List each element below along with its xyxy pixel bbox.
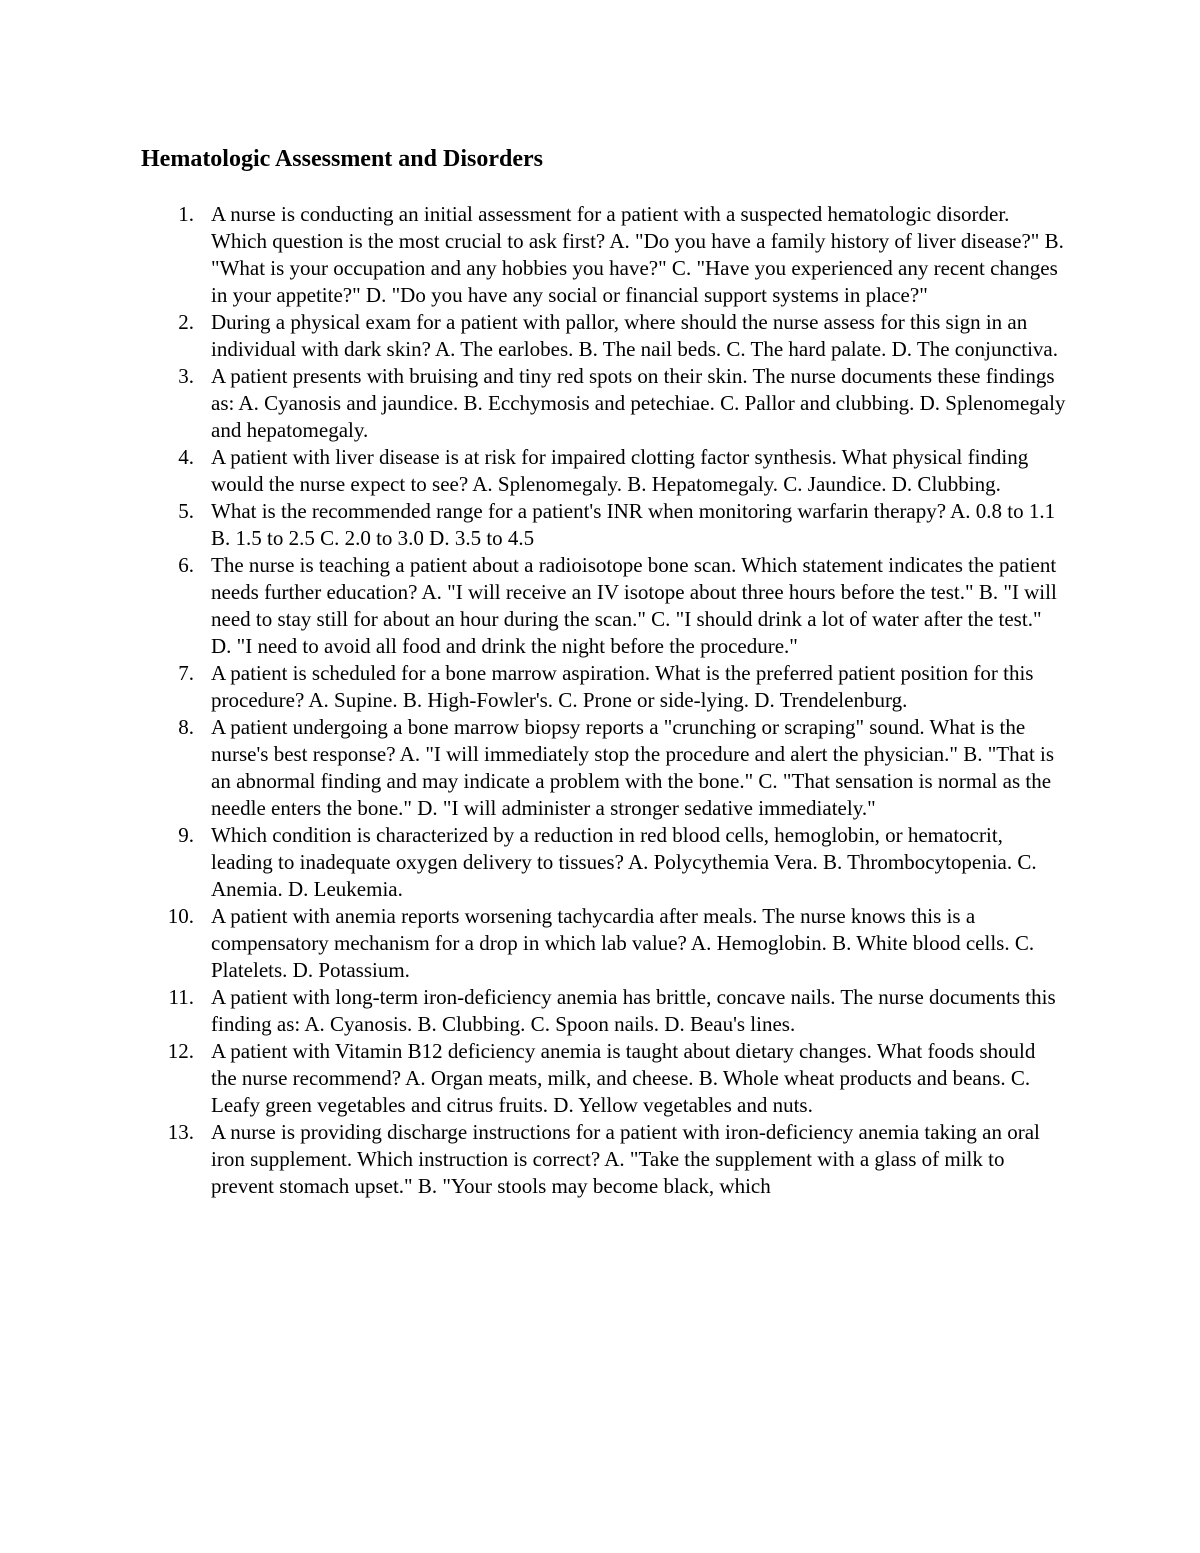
question-text: A patient presents with bruising and tiny red spots on their skin. The nurse documents these findings as: A. Cyanosis and jaundice. B. Ecchymosis and petechiae. C. Pallor and clubbing. D. Splenomegaly and hepatomegaly.	[211, 364, 1066, 442]
question-text: A patient with long-term iron-deficiency anemia has brittle, concave nails. The nurse documents this finding as: A. Cyanosis. B. Clubbing. C. Spoon nails. D. Beau's lines.	[211, 985, 1056, 1036]
question-number: 2.	[178, 310, 194, 334]
question-number: 5.	[178, 499, 194, 523]
document-title: Hematologic Assessment and Disorders	[141, 146, 543, 172]
question-number: 12.	[167, 1039, 194, 1063]
question-item	[0, 1119, 1200, 1200]
question-number: 3.	[178, 364, 194, 388]
question-text: A patient is scheduled for a bone marrow aspiration. What is the preferred patient position for this procedure? A. Supine. B. High-Fowler's. C. Prone or side-lying. D. Trendelenburg.	[211, 661, 1034, 712]
question-number: 1.	[178, 202, 194, 226]
question-item	[0, 822, 1200, 903]
question-item	[0, 984, 1200, 1038]
question-item	[0, 363, 1200, 444]
question-number: 13.	[167, 1120, 194, 1144]
question-text: A patient undergoing a bone marrow biopsy reports a "crunching or scraping" sound. What is the nurse's best response? A. "I will immediately stop the procedure and alert the physician." B. "That is an abnormal finding and may indicate a problem with the bone." C. "That sensation is normal as the needle enters the bone." D. "I will administer a stronger sedative immediately."	[211, 715, 1055, 820]
question-text: During a physical exam for a patient with pallor, where should the nurse assess for this sign in an individual with dark skin? A. The earlobes. B. The nail beds. C. The hard palate. D. The conjunctiva.	[211, 310, 1059, 361]
question-text: Which condition is characterized by a reduction in red blood cells, hemoglobin, or hematocrit, leading to inadequate oxygen delivery to tissues? A. Polycythemia Vera. B. Thrombocytopenia. C. Anemia. D. Leukemia.	[211, 823, 1037, 901]
question-list	[0, 201, 1200, 1200]
question-item	[0, 552, 1200, 660]
question-text: A patient with Vitamin B12 deficiency anemia is taught about dietary changes. What foods should the nurse recommend? A. Organ meats, milk, and cheese. B. Whole wheat products and beans. C. Leafy green vegetables and citrus fruits. D. Yellow vegetables and nuts.	[211, 1039, 1036, 1117]
question-item	[0, 714, 1200, 822]
question-text: The nurse is teaching a patient about a radioisotope bone scan. Which statement indicates the patient needs further education? A. "I will receive an IV isotope about three hours before the test." B. "I will need to stay still for about an hour during the scan." C. "I should drink a lot of water after the test." D. "I need to avoid all food and drink the night before the procedure."	[211, 553, 1057, 658]
question-item	[0, 201, 1200, 309]
question-number: 4.	[178, 445, 194, 469]
question-item	[0, 660, 1200, 714]
question-text: A nurse is providing discharge instructions for a patient with iron-deficiency anemia taking an oral iron supplement. Which instruction is correct? A. "Take the supplement with a glass of milk to prevent stomach upset." B. "Your stools may become black, which	[211, 1120, 1040, 1198]
question-number: 7.	[178, 661, 194, 685]
question-text: A patient with anemia reports worsening tachycardia after meals. The nurse knows this is a compensatory mechanism for a drop in which lab value? A. Hemoglobin. B. White blood cells. C. Platelets. D. Potassium.	[211, 904, 1035, 982]
question-item	[0, 1038, 1200, 1119]
question-item	[0, 903, 1200, 984]
question-text: A patient with liver disease is at risk for impaired clotting factor synthesis. What physical finding would the nurse expect to see? A. Splenomegaly. B. Hepatomegaly. C. Jaundice. D. Clubbing.	[211, 445, 1029, 496]
question-number: 9.	[178, 823, 194, 847]
question-item	[0, 444, 1200, 498]
question-item	[0, 498, 1200, 552]
question-number: 11.	[168, 985, 194, 1009]
question-text: What is the recommended range for a patient's INR when monitoring warfarin therapy? A. 0.8 to 1.1 B. 1.5 to 2.5 C. 2.0 to 3.0 D. 3.5 to 4.5	[211, 499, 1056, 550]
question-number: 6.	[178, 553, 194, 577]
question-text: A nurse is conducting an initial assessment for a patient with a suspected hematologic disorder. Which question is the most crucial to ask first? A. "Do you have a family history of liver disease?" B. "What is your occupation and any hobbies you have?" C. "Have you experienced any recent changes in your appetite?" D. "Do you have any social or financial support systems in place?"	[211, 202, 1064, 307]
question-number: 10.	[167, 904, 194, 928]
question-item	[0, 309, 1200, 363]
question-number: 8.	[178, 715, 194, 739]
